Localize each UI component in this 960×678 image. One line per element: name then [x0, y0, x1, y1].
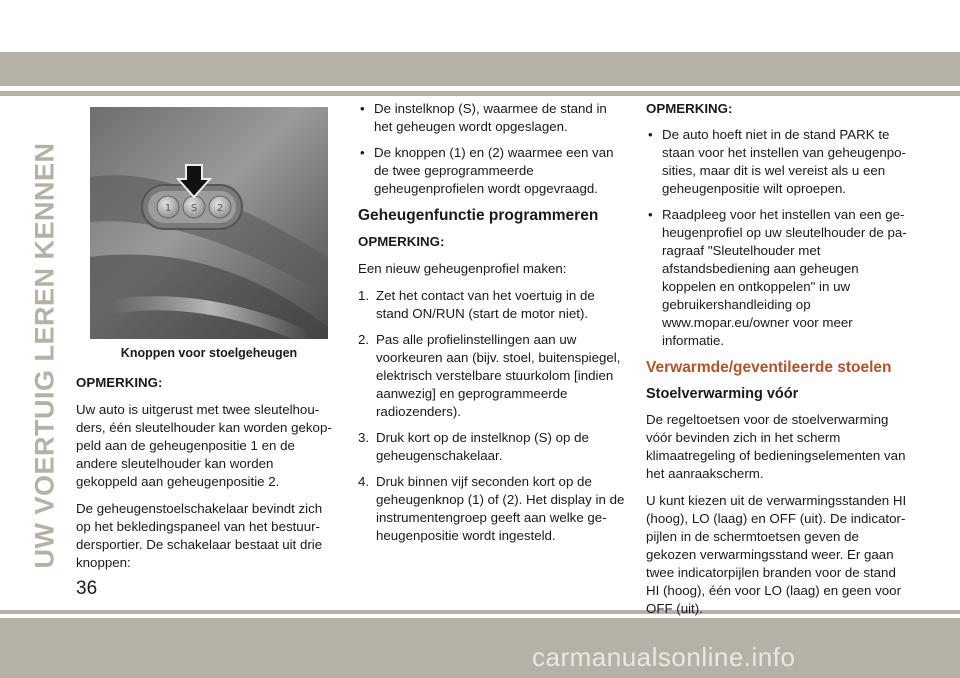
paragraph: De regeltoetsen voor de stoelverwarming vóór bevinden zich in het scherm klimaatregeling of bedieningselementen van het aanraakscherm. — [646, 412, 906, 481]
list-item: • Raadpleeg voor het instellen van een geheugenprofiel op uw sleutelhouder de paragraaf "Sleutelhouder met afstandsbediening aan geheugen koppelen en ontkoppelen" in uw gebruikershandleiding op www.mopar.eu/owner voor meer informatie. — [646, 206, 910, 350]
bullet-list — [358, 100, 626, 198]
step-number: 2. — [358, 332, 370, 347]
seat-memory-illustration — [90, 107, 328, 339]
list-item — [358, 473, 626, 545]
top-margin — [0, 0, 960, 52]
header-bar — [0, 52, 960, 86]
watermark: carmanualsonline.info — [532, 642, 796, 672]
page-number: 36 — [76, 578, 98, 599]
note-label: OPMERKING: — [358, 234, 445, 249]
list-item — [358, 287, 626, 323]
step-number: 4. — [358, 474, 370, 489]
list-item: • De instelknop (S), waarmee de stand in het geheugen wordt opgeslagen. — [358, 100, 626, 136]
note-text: Een nieuw geheugenprofiel maken: — [358, 261, 567, 276]
list-item: • De auto hoeft niet in de stand PARK te staan voor het instellen van geheugenposities, maar dit is wel vereist als u een geheugenpositie wilt oproepen. — [646, 126, 910, 198]
step-text: Zet het contact van het voertuig in de stand ON/RUN (start de motor niet). — [376, 288, 595, 321]
list-item — [358, 331, 626, 421]
note-label: OPMERKING: — [646, 101, 733, 116]
bullet-list — [646, 126, 910, 350]
step-text: Pas alle profielinstellingen aan uw voorkeuren aan (bijv. stoel, buitenspiegel, elektrisch verstelbare stuurkolom [indien aanwezig] en geprogrammeerde radiozenders). — [376, 332, 621, 419]
step-text: Druk binnen vijf seconden kort op de geheugenknop (1) of (2). Het display in de instrumentengroep geeft aan welke geheugenpositie wordt ingesteld. — [376, 474, 625, 543]
step-number: 3. — [358, 430, 370, 445]
memory-button-2-label: 2 — [216, 203, 224, 214]
step-number: 1. — [358, 288, 370, 303]
figure-caption: Knoppen voor stoelgeheugen — [120, 346, 298, 360]
header-rule — [0, 91, 960, 96]
footer-bar — [0, 618, 960, 678]
list-item — [358, 429, 626, 465]
paragraph: U kunt kiezen uit de verwarmingsstanden HI (hoog), LO (laag) en OFF (uit). De indicatorpijlen in de schermtoetsen geven de gekozen verwarmingsstand weer. Er gaan twee indicatorpijlen branden voor de stand HI (hoog), één voor LO (laag) en geen voor OFF (uit). — [646, 493, 907, 616]
paragraph: De geheugenstoelschakelaar bevindt zich op het bekledingspaneel van het bestuurdersportier. De schakelaar bestaat uit drie knoppen: — [76, 501, 323, 570]
memory-button-1-label: 1 — [164, 203, 172, 214]
note-label: OPMERKING: — [76, 375, 163, 390]
note-text: Uw auto is uitgerust met twee sleutelhouders, één sleutelhouder kan worden gekoppeld aan de geheugenpositie 1 en de andere sleutelhouder kan worden gekoppeld aan geheugenpositie 2. — [76, 402, 332, 489]
seat-memory-photo — [90, 107, 328, 339]
step-text: Druk kort op de instelknop (S) op de geheugenschakelaar. — [376, 430, 589, 463]
section-heading: Geheugenfunctie programmeren — [358, 207, 599, 224]
list-item: • De knoppen (1) en (2) waarmee een van de twee geprogrammeerde geheugenprofielen wordt opgevraagd. — [358, 144, 626, 198]
chapter-side-title — [22, 120, 68, 590]
step-list — [358, 287, 626, 545]
section-heading: Verwarmde/geventileerde stoelen — [646, 359, 892, 376]
column-3 — [646, 100, 910, 627]
chapter-side-title-text: UW VOERTUIG LEREN KENNEN — [29, 141, 60, 569]
memory-set-button-label: S — [190, 203, 198, 214]
column-2 — [358, 100, 626, 553]
column-1 — [76, 374, 338, 581]
sub-heading: Stoelverwarming vóór — [646, 386, 799, 402]
